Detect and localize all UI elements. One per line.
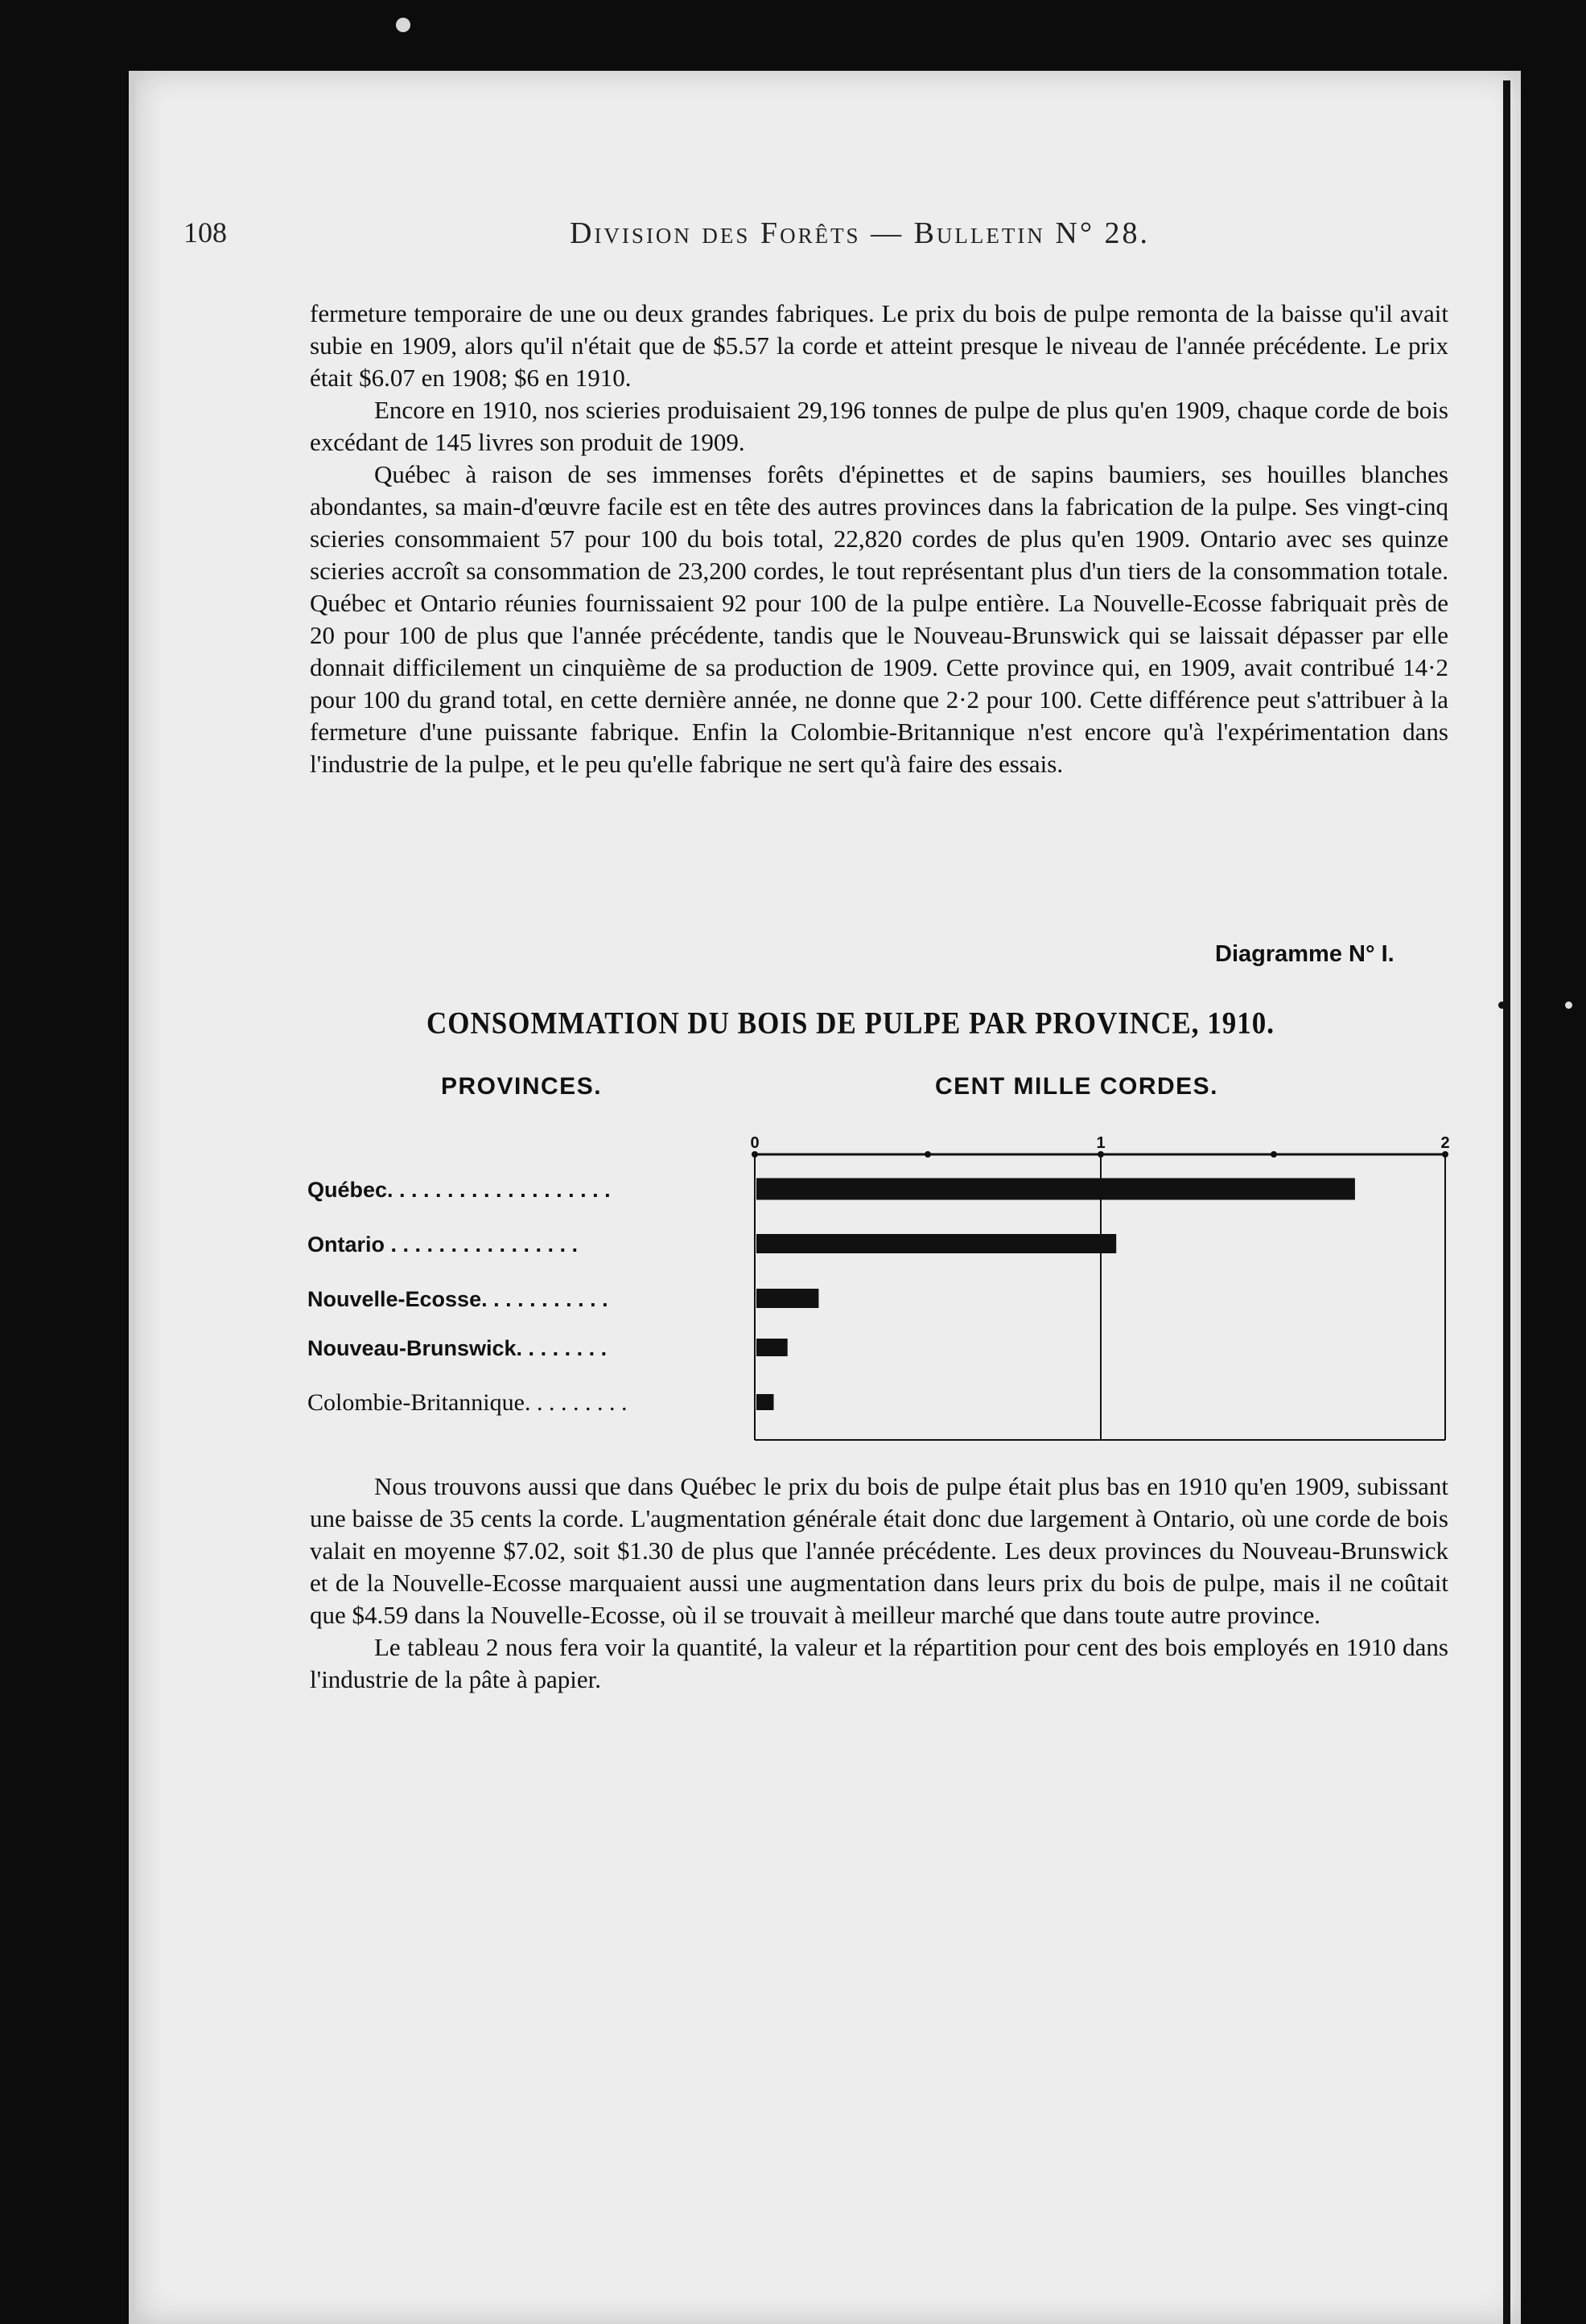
tick-mark (752, 1151, 758, 1158)
paragraph: fermeture temporaire de une ou deux grandes fabriques. Le prix du bois de pulpe remonta de la baisse qu'il avait subie en 1909, alors qu'il n'était que de $5.57 la corde et atteint presque le niveau de l'année précédente. Le prix était $6.07 en 1908; $6 en 1910. (310, 299, 1448, 392)
scan-speck (1565, 1002, 1572, 1009)
paragraph: Encore en 1910, nos scieries produisaient 29,196 tonnes de pulpe de plus qu'en 1909, chaque corde de bois excédant de 145 livres son produit de 1909. (310, 396, 1448, 456)
diagram-label: Diagramme N° I. (1215, 941, 1394, 967)
category-label: Colombie-Britannique. . . . . . . . . (307, 1389, 628, 1416)
paragraph: Québec à raison de ses immenses forêts d'épinettes et de sapins baumiers, ses houilles blanches abondantes, sa main-d'œuvre facile est en tête des autres provinces dans la fabrication de la pulpe. Ses vingt-cinq scieries consommaient 57 pour 100 du bois total, 22,820 cordes de plus qu'en 1909. Ontario avec ses quinze scieries accroît sa consommation de 23,200 cordes, le tout représentant plus d'un tiers de la consommation totale. Québec et Ontario réunies fournissaient 92 pour 100 de la pulpe entière. La Nouvelle-Ecosse fabriquait près de 20 pour 100 de plus que l'année précédente, tandis que le Nouveau-Brunswick qui se laissait dépasser par elle donnait difficilement un cinquième de sa production de 1909. Cette province qui, en 1909, avait contribué 14·2 pour 100 du grand total, en cette dernière année, ne donne que 2·2 pour 100. Cette différence peut s'attribuer à la fermeture d'une puissante fabrique. Enfin la Colombie-Britannique n'est encore qu'à l'expérimentation dans l'industrie de la pulpe, et le peu qu'elle fabrique ne sert qu'à faire des essais. (310, 460, 1448, 778)
scan-spot (396, 18, 410, 32)
page-edge-shadow (1503, 80, 1510, 2324)
category-label: Nouveau-Brunswick. . . . . . . . (307, 1336, 608, 1360)
paragraph: Nous trouvons aussi que dans Québec le prix du bois de pulpe était plus bas en 1910 qu'en 1909, subissant une baisse de 35 cents la corde. L'augmentation générale était donc due largement à Ontario, où une corde de bois valait en moyenne $7.02, soit $1.30 de plus que l'année précédente. Les deux provinces du Nouveau-Brunswick et de la Nouvelle-Ecosse marquaient aussi une augmentation dans leurs prix du bois de pulpe, mais il ne coûtait que $4.59 dans la Nouvelle-Ecosse, où il se trouvait à meilleur marché que dans toute autre province. (310, 1472, 1448, 1629)
units-heading: CENT MILLE CORDES. (935, 1073, 1219, 1100)
bar (756, 1394, 774, 1410)
bar (756, 1234, 1116, 1253)
tick-label: 1 (1096, 1134, 1106, 1152)
tick-label: 0 (750, 1134, 760, 1152)
body-text-top (310, 298, 1448, 780)
running-title: Division des Forêts — Bulletin N° 28. (570, 216, 1151, 250)
category-label: Ontario . . . . . . . . . . . . . . . . (307, 1232, 579, 1257)
tick-mark (1098, 1151, 1104, 1158)
tick-mark (1442, 1151, 1448, 1158)
scan-speck (1498, 1002, 1506, 1009)
bar-chart (298, 1134, 1456, 1456)
bar (756, 1178, 1355, 1200)
provinces-heading: PROVINCES. (441, 1073, 603, 1100)
paragraph: Le tableau 2 nous fera voir la quantité, la valeur et la répartition pour cent des bois employés en 1910 dans l'industrie de la pâte à papier. (310, 1633, 1448, 1693)
bar (756, 1339, 788, 1356)
category-label: Québec. . . . . . . . . . . . . . . . . . . (307, 1178, 611, 1202)
tick-mark (925, 1151, 931, 1158)
tick-mark (1271, 1151, 1277, 1158)
category-label: Nouvelle-Ecosse. . . . . . . . . . . (307, 1287, 608, 1311)
page-number: 108 (183, 216, 227, 249)
chart-title: CONSOMMATION DU BOIS DE PULPE PAR PROVINCE, 1910. (426, 1005, 1275, 1041)
tick-label: 2 (1440, 1134, 1450, 1152)
body-text-bottom (310, 1470, 1448, 1696)
page-header (183, 216, 1455, 264)
bar (756, 1289, 818, 1308)
